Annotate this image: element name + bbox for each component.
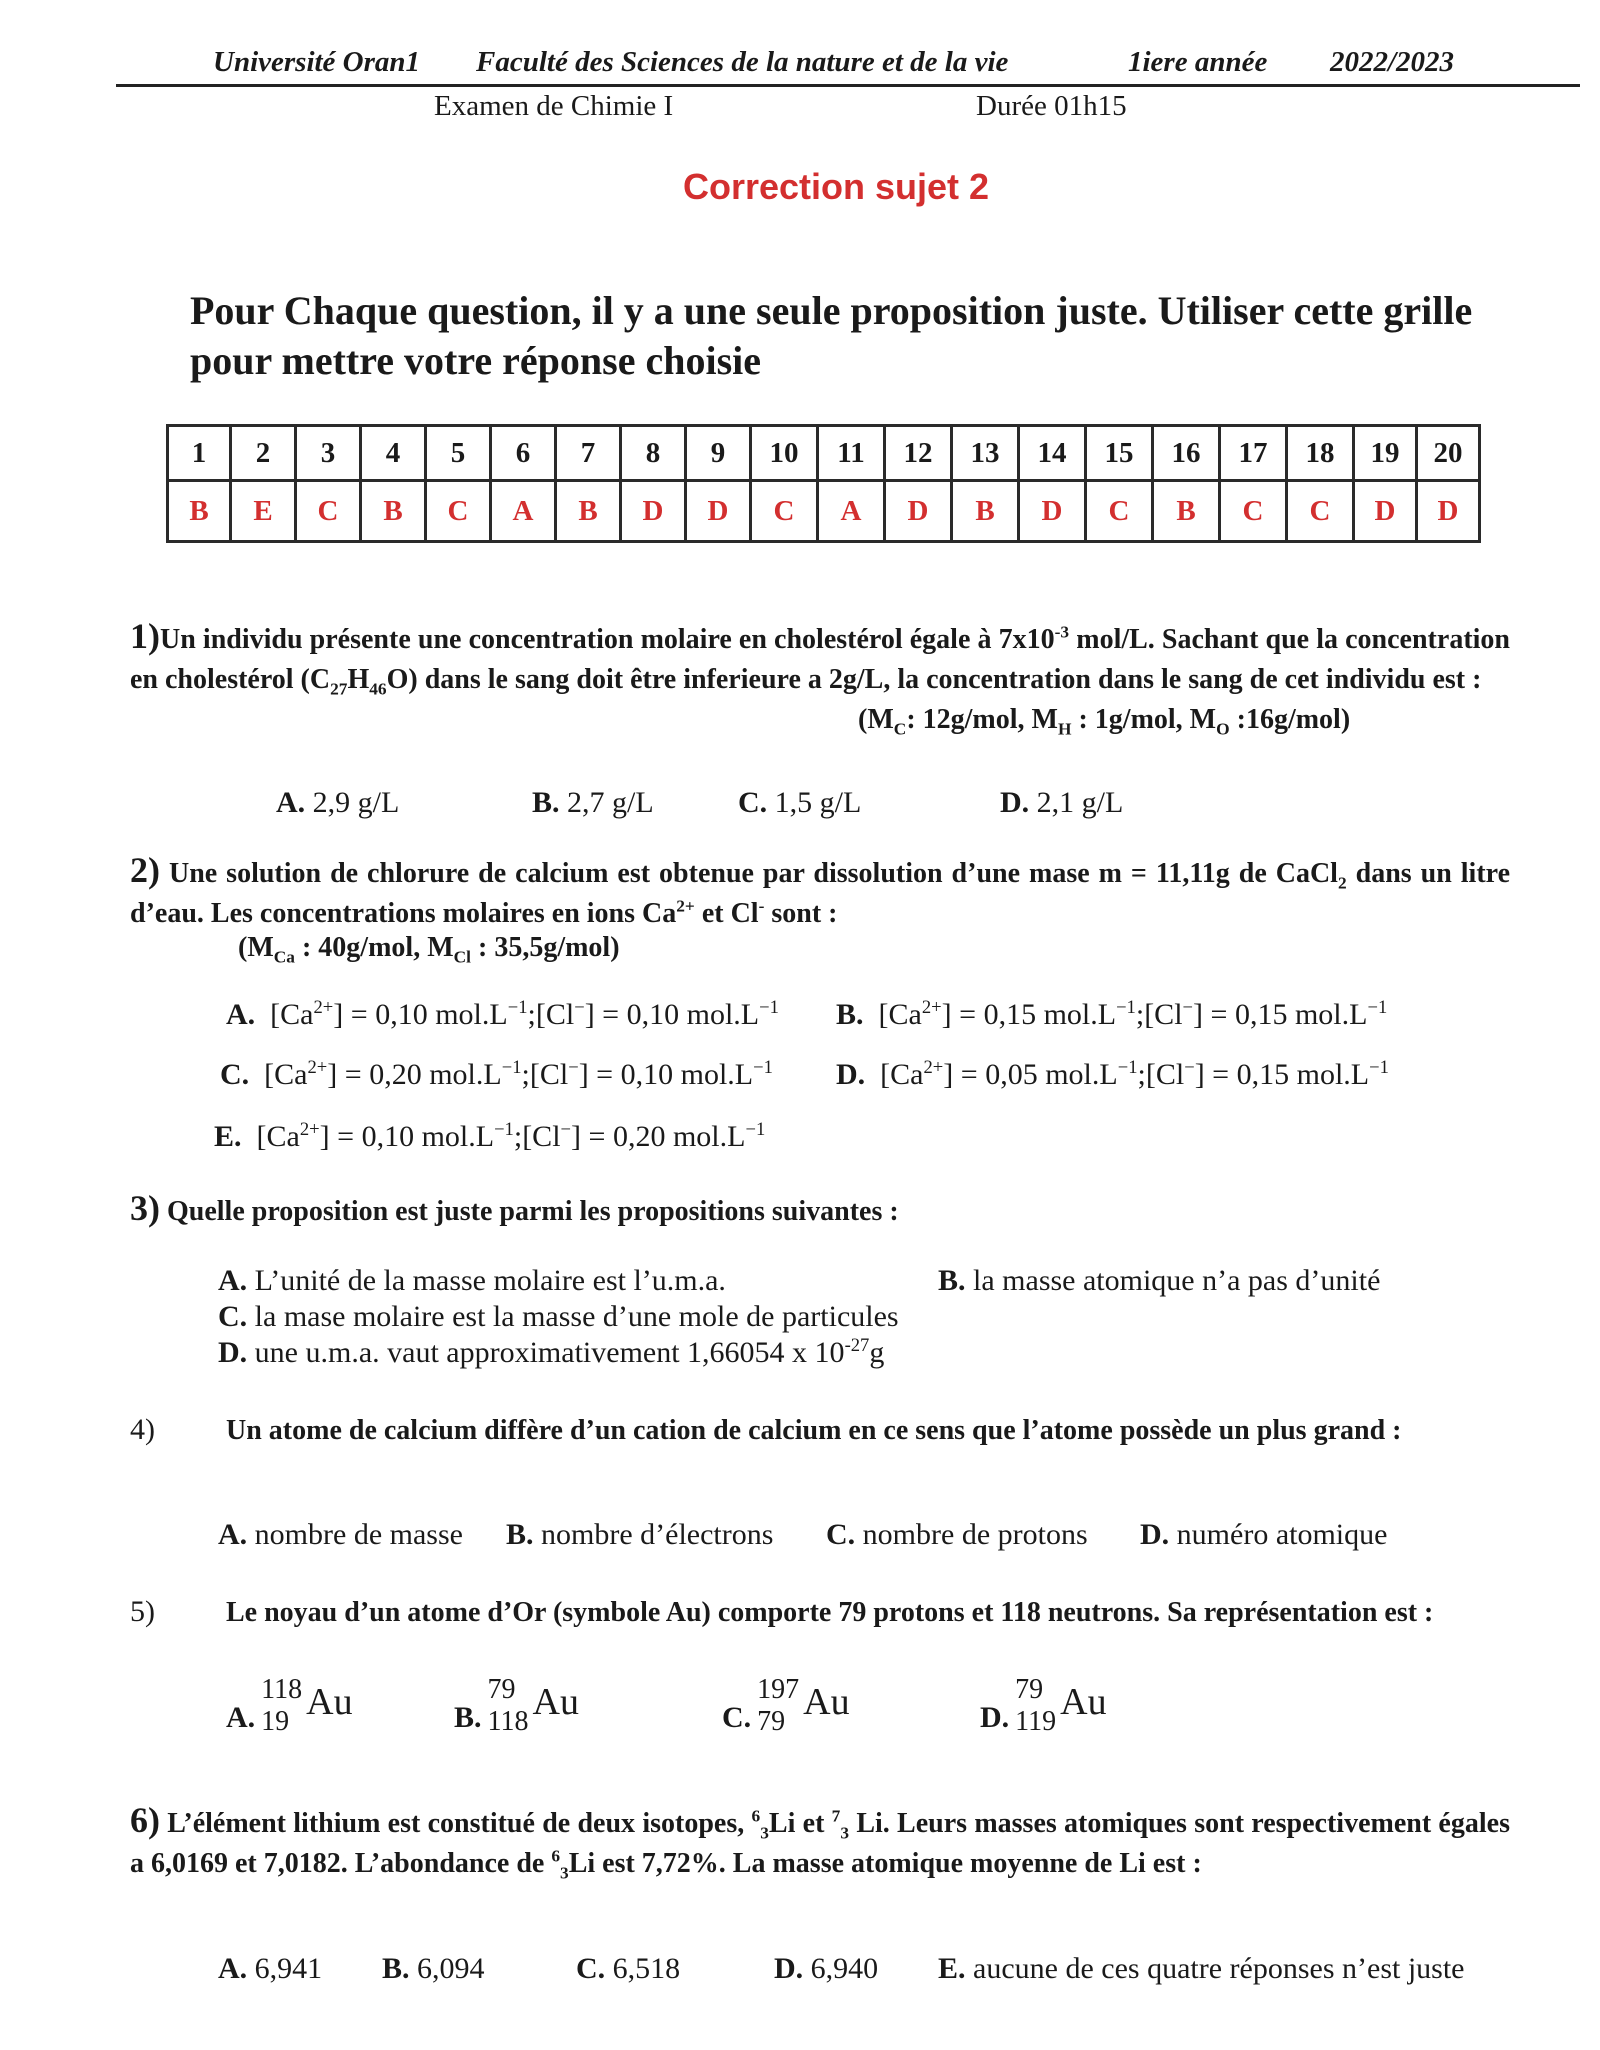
grid-question-number: 4 xyxy=(361,426,426,481)
grid-answer: D xyxy=(1354,481,1417,542)
question-5-number: 5) xyxy=(130,1595,155,1628)
grid-question-number: 5 xyxy=(426,426,491,481)
grid-answer: C xyxy=(1220,481,1287,542)
q2-option-e: E. $[Ca^{2+}] = 0,10$ $mol.L^{-1};[Cl^-] = 0,20$ $mol.L^{-1}$ xyxy=(214,1119,766,1153)
question-2-molar-masses: ($M_{Ca}$ : 40g/mol, $M_{Cl}$ : 35,5g/mol) xyxy=(238,932,620,967)
grid-answer: B xyxy=(952,481,1019,542)
question-5-text: Le noyau d’un atome d’Or (symbole Au) comporte 79 protons et 118 neutrons. Sa représentation est : xyxy=(226,1597,1434,1628)
grid-answer: B xyxy=(556,481,621,542)
exam-name: Examen de Chimie I xyxy=(434,90,674,122)
question-5 xyxy=(130,1592,1510,1633)
page-title: Correction sujet 2 xyxy=(682,166,990,207)
isotope-notation: 197 79 Au xyxy=(757,1674,850,1737)
q1-option-d: D. 2,1 g/L xyxy=(1000,786,1124,819)
isotope-notation: 79 119 Au xyxy=(1015,1674,1107,1737)
grid-answer-row xyxy=(168,481,1480,542)
question-4 xyxy=(130,1410,1510,1451)
instructions: Pour Chaque question, il y a une seule proposition juste. Utiliser cette grille pour mettre votre réponse choisie xyxy=(190,288,1473,383)
question-3 xyxy=(130,1188,1510,1232)
grid-question-number: 3 xyxy=(296,426,361,481)
header-rule xyxy=(116,84,1580,87)
question-6: 6) L’élément lithium est constitué de deux isotopes, $^6_3$Li et $^7_3$ Li. Leurs masses atomiques sont respectivement égales a 6,0169 et 7,0182. L’abondance de $^6_3$Li est 7,72%. La masse atomique moyenne de Li est : xyxy=(130,1800,1510,1883)
question-4-number: 4) xyxy=(130,1413,155,1446)
q3-option-d: D. une u.m.a. vaut approximativement 1,66054 x $10^{-27}g$ xyxy=(218,1335,885,1369)
question-2-text: Une solution de chlorure de calcium est obtenue par dissolution d’une mase m = 11,11g de CaCl xyxy=(160,858,1338,889)
grid-question-number: 10 xyxy=(751,426,818,481)
q2-option-d: D. $[Ca^{2+}] = 0,05$ $mol.L^{-1};[Cl^-] = 0,15$ $mol.L^{-1}$ xyxy=(836,1057,1389,1091)
q5-option-b: B. 79 118 Au xyxy=(454,1674,579,1737)
header-university: Université Oran1 xyxy=(213,46,421,78)
question-4-text: Un atome de calcium diffère d’un cation de calcium en ce sens que l’atome possède un plus grand : xyxy=(226,1415,1402,1446)
grid-answer: D xyxy=(1417,481,1480,542)
header-academic-year: 2022/2023 xyxy=(1330,46,1455,78)
question-6-number: 6) xyxy=(130,1800,160,1840)
question-1-molar-masses: ($M_C$: 12g/mol, $M_H$ : 1g/mol, $M_O$ :16g/mol) xyxy=(858,704,1351,739)
exam-duration: Durée 01h15 xyxy=(976,90,1127,122)
q2-option-b: B. $[Ca^{2+}] = 0,15$ $mol.L^{-1};[Cl^-] = 0,15$ $mol.L^{-1}$ xyxy=(836,997,1388,1031)
q4-option-b: B. nombre d’électrons xyxy=(506,1518,774,1551)
grid-question-number: 13 xyxy=(952,426,1019,481)
grid-answer: A xyxy=(818,481,885,542)
question-1-text: Un individu présente une concentration molaire en cholestérol égale à 7x10 xyxy=(160,624,1055,655)
grid-answer: E xyxy=(231,481,296,542)
grid-question-number: 9 xyxy=(686,426,751,481)
q4-option-c: C. nombre de protons xyxy=(826,1518,1088,1551)
q5-option-c: C. 197 79 Au xyxy=(722,1674,850,1737)
q5-option-a: A. 118 19 Au xyxy=(226,1674,353,1737)
header-faculty: Faculté des Sciences de la nature et de la vie xyxy=(476,46,1009,78)
grid-answer: D xyxy=(885,481,952,542)
q4-option-d: D. numéro atomique xyxy=(1140,1518,1388,1551)
grid-answer: C xyxy=(1086,481,1153,542)
question-2: 2) Une solution de chlorure de calcium est obtenue par dissolution d’une mase m = 11,11g de CaCl$_2$ dans un litre d’eau. Les concentrations molaires en ions $Ca^{2+}$ et Cl- sont : xyxy=(130,850,1510,929)
question-2-number: 2) xyxy=(130,850,160,890)
q2-option-c: C. $[Ca^{2+}] = 0,20$ $mol.L^{-1};[Cl^-] = 0,10$ $mol.L^{-1}$ xyxy=(220,1057,773,1091)
grid-question-number: 16 xyxy=(1153,426,1220,481)
grid-answer: C xyxy=(751,481,818,542)
grid-question-number: 12 xyxy=(885,426,952,481)
grid-answer: D xyxy=(686,481,751,542)
grid-question-number: 8 xyxy=(621,426,686,481)
grid-question-number: 11 xyxy=(818,426,885,481)
grid-question-number: 20 xyxy=(1417,426,1480,481)
header-year-level: 1iere année xyxy=(1128,46,1268,78)
grid-question-number: 15 xyxy=(1086,426,1153,481)
grid-answer: C xyxy=(1287,481,1354,542)
grid-answer: B xyxy=(168,481,231,542)
question-6-text: L’élément lithium est constitué de deux isotopes, xyxy=(160,1808,752,1839)
q4-option-a: A. nombre de masse xyxy=(218,1518,463,1551)
grid-answer: D xyxy=(1019,481,1086,542)
q6-option-c: C. 6,518 xyxy=(576,1952,681,1985)
grid-question-number: 18 xyxy=(1287,426,1354,481)
q6-option-d: D. 6,940 xyxy=(774,1952,879,1985)
q1-option-c: C. 1,5 g/L xyxy=(738,786,862,819)
grid-number-row xyxy=(168,426,1480,481)
grid-question-number: 19 xyxy=(1354,426,1417,481)
grid-answer: D xyxy=(621,481,686,542)
q1-option-b: B. 2,7 g/L xyxy=(532,786,654,819)
grid-question-number: 14 xyxy=(1019,426,1086,481)
grid-answer: B xyxy=(361,481,426,542)
grid-question-number: 6 xyxy=(491,426,556,481)
q6-option-a: A. 6,941 xyxy=(218,1952,323,1985)
grid-question-number: 1 xyxy=(168,426,231,481)
grid-answer: C xyxy=(426,481,491,542)
grid-answer: C xyxy=(296,481,361,542)
question-3-text: Quelle proposition est juste parmi les propositions suivantes : xyxy=(160,1196,899,1227)
q5-option-d: D. 79 119 Au xyxy=(980,1674,1107,1737)
q3-option-c: C. la mase molaire est la masse d’une mole de particules xyxy=(218,1300,899,1333)
question-1-number: 1) xyxy=(130,616,160,656)
grid-question-number: 7 xyxy=(556,426,621,481)
isotope-notation: 79 118 Au xyxy=(487,1674,579,1737)
q3-option-b: B. la masse atomique n’a pas d’unité xyxy=(938,1264,1381,1297)
q1-option-a: A. 2,9 g/L xyxy=(276,786,400,819)
question-3-number: 3) xyxy=(130,1188,160,1228)
q3-option-a: A. L’unité de la masse molaire est l’u.m.a. xyxy=(218,1264,726,1297)
grid-question-number: 2 xyxy=(231,426,296,481)
answer-grid xyxy=(166,424,1481,543)
grid-answer: B xyxy=(1153,481,1220,542)
q6-option-e: E. aucune de ces quatre réponses n’est juste xyxy=(938,1952,1465,1985)
q2-option-a: A. $[Ca^{2+}] = 0,10$ $mol.L^{-1};[Cl^-] = 0,10$ $mol.L^{-1}$ xyxy=(226,997,779,1031)
q6-option-b: B. 6,094 xyxy=(382,1952,485,1985)
grid-answer: A xyxy=(491,481,556,542)
grid-question-number: 17 xyxy=(1220,426,1287,481)
question-1: 1)Un individu présente une concentration molaire en cholestérol égale à $7x10^{-3}$ mol/L. Sachant que la concentration en cholestérol $(C_{27}H_{46}O)$ dans le sang doit être inferieure a 2g/L, la concentration dans le sang de cet individu est : xyxy=(130,616,1510,699)
isotope-notation: 118 19 Au xyxy=(261,1674,353,1737)
